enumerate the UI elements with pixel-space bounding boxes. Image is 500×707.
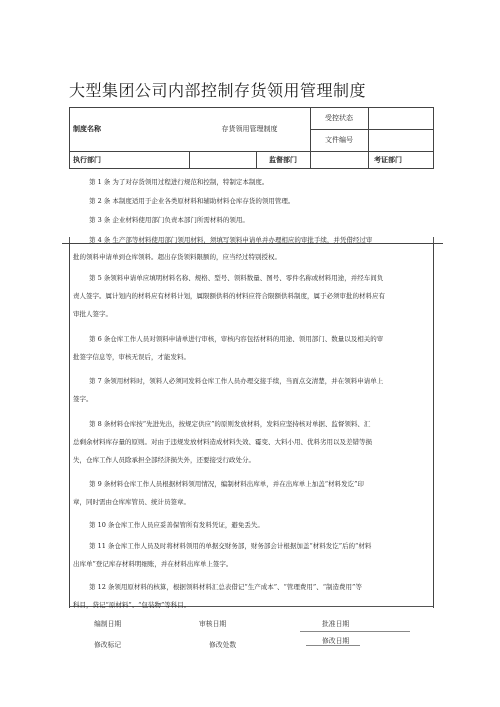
exec-dept-label: 执行部门 [73,155,101,164]
article-7-line-1: 第 7 条领用材料时，领料人必须同发料仓库工作人员办理交接手续，当面点交清楚，并在领料申请单上 [89,377,384,385]
article-5-line-1: 第 5 条领料申请单应填明材料名称、规格、型号、领料数量、图号、零件名称或材料用途，并经车间负 [89,274,384,282]
article-10: 第 10 条仓库工作人员应妥善保管所有发料凭证，避免丢失。 [89,521,264,529]
article-11-line-1: 第 11 条仓库工作人员及时将材料领用的单据交财务部，财务部会计根据加盖“材料发讫”后的“材料 [89,542,372,550]
article-6-line-2: 批签字信息等，审核无误后，才能发料。 [73,353,190,361]
reviewed-date-label: 审核日期 [199,620,227,628]
article-6-line-1: 第 6 条仓库工作人员对领料申请单进行审核，审核内容包括材料的用途、领用部门、数量以及相关的审 [89,335,384,343]
article-11-line-2: 出库单”登记库存材料明细账，并在材料出库单上签字。 [73,560,233,568]
article-8-line-3: 失，仓库工作人员除承担全部经济损失外，还要接受行政处分。 [73,456,255,464]
article-2: 第 2 条 本制度适用于企业各类原材料和辅助材料仓库存货的领用管理。 [89,197,295,205]
revision-date-label: 修改日期 [322,637,350,645]
revision-count-label: 修改处数 [209,641,237,649]
article-3: 第 3 条 企业材料使用部门负责本部门所需材料的领用。 [89,216,249,224]
system-name-value: 存货领用管理制度 [221,125,278,133]
article-5-line-2: 责人签字。属计划内的材料应有材料计划，属限额供料的材料应符合限额供料制度，属于必须审批的材料应有 [73,292,385,300]
document-title: 大型集团公司内部控制存货领用管理制度 [69,81,367,100]
article-7-line-2: 签字。 [73,395,93,403]
revision-mark-label: 修改标记 [94,641,122,649]
article-4-line-2: 批的领料申请单到仓库领料。超出存货领料限额的，应当经过特别授权。 [73,253,281,261]
article-8-line-1: 第 8 条材料仓库按“先进先出，按规定供应”的原则发放材料，发料应坚持核对单据、监督领料、汇 [89,420,371,428]
doc-number-label: 文件编号 [325,136,353,144]
article-9-line-1: 第 9 条材料仓库工作人员根据材料领用情况，编制材料出库单，并在出库单上加盖“材料发讫”印 [89,480,364,488]
assess-dept-label: 考证部门 [374,155,402,164]
article-5-line-3: 审批人签字。 [73,310,112,318]
system-name-label: 制度名称 [73,124,101,133]
prepared-date-label: 编制日期 [94,620,122,628]
header-table [69,107,434,169]
article-9-line-2: 章，同时需由仓库库管员、统计员签章。 [73,498,190,506]
article-12-line-1: 第 12 条领用原材料的核算，根据领料材料汇总表借记“生产成本”、“管理费用”、“制造费用”等 [89,583,362,591]
approved-date-label: 批准日期 [322,620,350,628]
controlled-status-label: 受控状态 [325,114,353,122]
article-12-line-2: 科目，贷记“原材料”、“包装物”等科目。 [73,601,191,609]
article-1: 第 1 条 为了对存货领用过程进行规范和控制，特制定本制度。 [89,178,269,186]
supervise-dept-label: 监督部门 [269,155,297,164]
article-4-line-1: 第 4 条 生产部等材料使用部门领用材料，须填写领料申请单并办理相应的审批手续，并凭借经过审 [89,236,373,244]
article-8-line-2: 总剩余材料库存量的原则。对由于违规发放材料造成材料失效、霉变、大料小用、优料劣用以及差错等损 [73,438,372,446]
